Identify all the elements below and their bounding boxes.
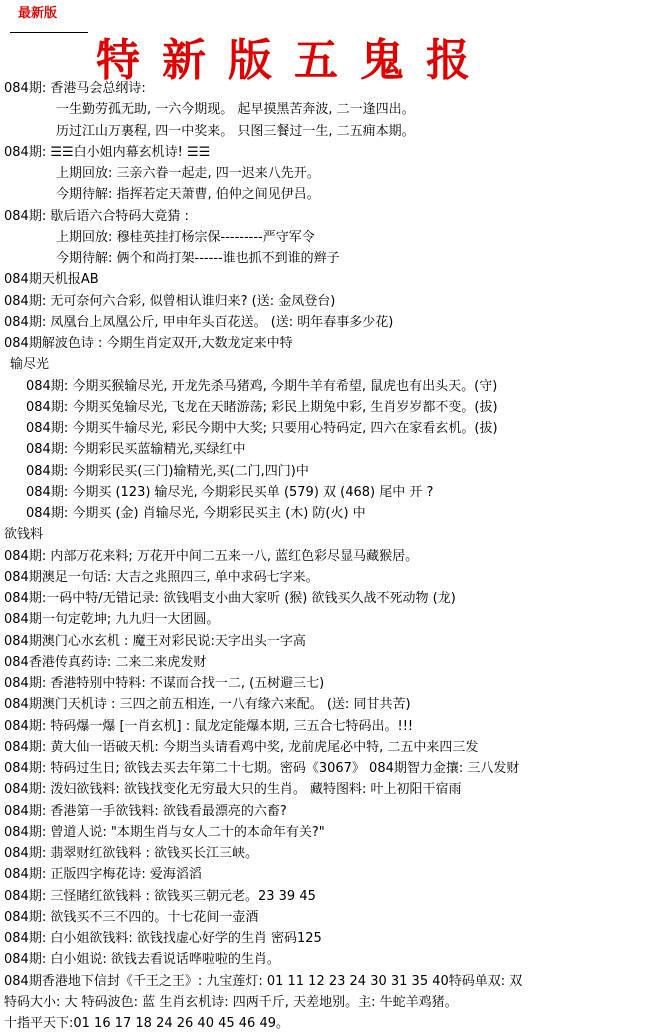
- text-line: 084期: 无可奈何六合彩, 似曾相认谁归来? (送: 金凤登台): [4, 293, 336, 309]
- text-line: 084期: 正版四字梅花诗: 爱海滔滔: [4, 867, 202, 883]
- text-line: 084期: 今期买牛输尽光, 彩民今期中大奖; 只要用心特码定, 四六在家看玄机。(拔): [26, 421, 498, 436]
- text-line: 084期: 白小姐欲钱料: 欲钱找虚心好学的生肖 密码125: [4, 931, 322, 946]
- text-line: 上期回放: 三亲六眷一起走, 四一迟来八先开。: [56, 166, 320, 181]
- text-line: 084期: 凤凰台上凤凰公斤, 甲申年头百花送。 (送: 明年春事多少花): [4, 314, 394, 330]
- page-title: 特新版五鬼报: [96, 35, 492, 86]
- text-line: 084期: 泼妇欲钱料: 欲钱找变化无穷最大只的生肖。 藏特图料: 叶上初阳干宿雨: [4, 782, 462, 798]
- text-line: 084期: 今期彩民买蓝输精光,买绿红中: [26, 442, 246, 458]
- text-line: 084期: 内部万花来料; 万花开中间二五来一八, 蓝红色彩尽显马藏猴居。: [4, 548, 419, 564]
- text-line: 输尽光: [10, 357, 50, 373]
- text-line: 一生勤劳孤无助, 一六今期现。 起早摸黑苦奔波, 二一逢四出。: [56, 102, 415, 118]
- text-line: 十指平天下:01 16 17 18 24 26 40 45 46 49。: [4, 1016, 289, 1031]
- text-line: 084期: 香港特别中特料: 不谋而合找一二, (五树避三七): [4, 676, 325, 691]
- text-line: 084期天机报AB: [4, 272, 99, 288]
- text-line: 084期一句定乾坤; 九九归一大团圆。: [4, 612, 220, 628]
- text-line: 084期: 今期买猴输尽光, 开龙先杀马猪鸡, 今期牛羊有希望, 鼠虎也有出头天。(守): [26, 378, 498, 394]
- text-line: 084期: 今期彩民买(三门)输精光,买(二门,四门)中: [26, 463, 309, 479]
- text-line: 084期澳门天机诗 : 三四之前五相连, 一八有缘六来配。 (送: 同甘共苦): [4, 697, 411, 713]
- text-line: 特码大小: 大 特码波色: 蓝 生肖玄机诗: 四两千斤, 天差地别。主: 牛蛇羊鸡猪。: [4, 994, 458, 1010]
- text-line: 今期待解: 俩个和尚打架------谁也抓不到谁的辫子: [56, 251, 340, 266]
- text-line: 084期香港地下信封《千王之王》: 九宝莲灯: 01 11 12 23 24 30 31 35 40特码单双: 双: [4, 973, 523, 989]
- text-line: 上期回放: 穆桂英挂打杨宗保---------严守军令: [56, 229, 315, 245]
- text-line: 084期: 曾道人说: "本期生肖与女人二十的本命年有关?": [4, 824, 325, 840]
- text-line: 历过江山万裏程, 四一中奖来。 只图三餐过一生, 二五痈本期。: [56, 123, 415, 139]
- text-line: 084期: 翡翠财红欲钱料 : 欲钱买长江三峡。: [4, 846, 258, 861]
- text-line: 084期: 今期买兔输尽光, 飞龙在天睹游荡; 彩民上期兔中彩, 生肖岁岁都不变。(拔): [26, 399, 498, 415]
- text-line: 084期: 香港马会总纲诗:: [4, 81, 146, 96]
- text-line: 欲钱料: [4, 527, 44, 543]
- text-line: 084期: 今期买 (金) 肖输尽光, 今期彩民买主 (木) 防(火) 中: [26, 506, 366, 521]
- text-line: 084期澳足一句话: 大吉之兆照四三, 单中求码七字来。: [4, 569, 319, 585]
- text-line: 084期: 白小姐说: 欲钱去看说话哗啦啦的生肖。: [4, 952, 280, 968]
- text-line: 084期: 黄大仙一语破天机: 今期当头请看鸡中奖, 龙前虎尾必中特, 二五中来四三发: [4, 739, 479, 755]
- text-line: 084期澳门心水玄机 : 魔王对彩民说:天字出头一字高: [4, 633, 306, 649]
- article-body: [4, 78, 666, 1034]
- text-line: 084期: ☰☰白小姐内幕玄机诗! ☰☰: [4, 144, 211, 160]
- text-line: 084期: 歇后语六合特码大竟猜 :: [4, 208, 189, 224]
- text-line: 084期: 香港第一手欲钱料: 欲钱看最漂亮的六畜?: [4, 803, 287, 819]
- text-line: 今期待解: 指挥若定天萧曹, 伯仲之间见伊吕。: [56, 187, 320, 203]
- latest-edition-badge: 最新版: [18, 6, 58, 21]
- text-line: 084期: 三怪睹红欲钱料 : 欲钱买三朝元老。23 39 45: [4, 888, 316, 904]
- text-line: 084期: 特码过生日; 欲钱去买去年第二十七期。密码《3067》 084期智力金攘: 三八发财: [4, 761, 520, 776]
- text-line: 084期: 今期买 (123) 输尽光, 今期彩民买单 (579) 双 (468) 尾中 开 ?: [26, 484, 434, 500]
- text-line: 084期:一码中特/无错记录: 欲钱唱支小曲大家听 (猴) 欲钱买久战不死动物 (龙): [4, 591, 456, 606]
- text-line: 084期: 特码爆一爆 [一肖玄机] : 鼠龙定能爆本期, 三五合七特码出。!!!: [4, 718, 414, 734]
- text-line: 084期解波色诗 : 今期生肖定双开,大数龙定来中特: [4, 336, 293, 351]
- badge-underline: [10, 32, 88, 33]
- text-line: 084期: 欲钱买不三不四的。十七花间一壶酒: [4, 909, 259, 925]
- text-line: 084香港传真药诗: 二来二来虎发财: [4, 654, 207, 670]
